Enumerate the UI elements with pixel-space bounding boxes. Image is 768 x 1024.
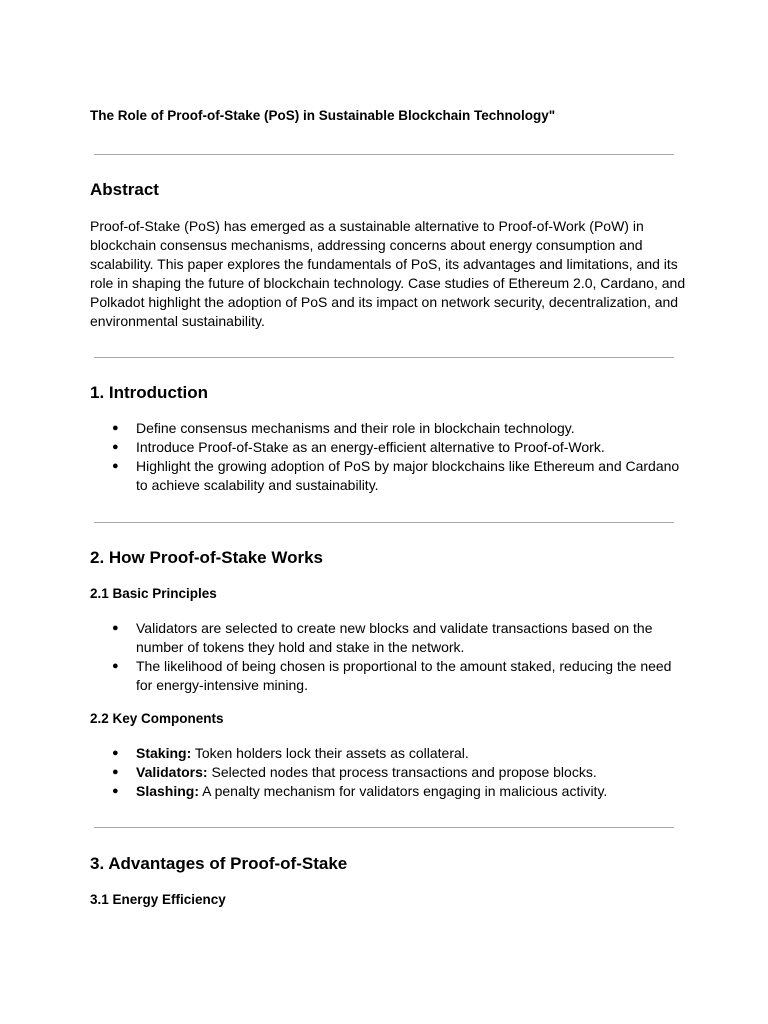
advantages-heading: 3. Advantages of Proof-of-Stake — [90, 854, 348, 873]
term-description: A penalty mechanism for validators engaging in malicious activity. — [199, 783, 608, 799]
introduction-heading: 1. Introduction — [90, 383, 209, 402]
list-item: ● Highlight the growing adoption of PoS by major blockchains like Ethereum and Cardano to achieve scalability and sustainability. — [90, 457, 680, 495]
how-pos-works-heading: 2. How Proof-of-Stake Works — [90, 548, 323, 567]
document-title: The Role of Proof-of-Stake (PoS) in Sustainable Blockchain Technology" — [90, 108, 556, 123]
energy-efficiency-heading: 3.1 Energy Efficiency — [90, 892, 226, 907]
term-description: Selected nodes that process transactions and propose blocks. — [207, 764, 597, 780]
term-label: Staking: — [136, 745, 192, 761]
list-item: ● The likelihood of being chosen is proportional to the amount staked, reducing the need for energy-intensive mining. — [90, 657, 680, 695]
term-label: Validators: — [136, 764, 208, 780]
abstract-text: Proof-of-Stake (PoS) has emerged as a sustainable alternative to Proof-of-Work (PoW) in blockchain consensus mechanisms, addressing concerns about energy consumption and scalability. This paper explores the fundamentals of PoS, its advantages and limitations, and its role in shaping the future of blockchain technology. Case studies of Ethereum 2.0, Cardano, and Polkadot highlight the adoption of PoS and its impact on network security, decentralization, and environmental sustainability. — [90, 218, 686, 329]
key-components-heading: 2.2 Key Components — [90, 711, 224, 726]
list-item: ● Validators are selected to create new blocks and validate transactions based on the number of tokens they hold and stake in the network. — [90, 619, 680, 657]
term-label: Slashing: — [136, 783, 200, 799]
list-item — [90, 763, 680, 782]
list-item — [90, 744, 680, 763]
basic-principles-heading: 2.1 Basic Principles — [90, 586, 217, 601]
section-divider — [94, 154, 674, 155]
list-item — [90, 782, 680, 801]
list-item: ● Define consensus mechanisms and their role in blockchain technology. — [90, 419, 680, 438]
section-divider — [94, 357, 674, 358]
section-divider — [94, 827, 674, 828]
section-divider — [94, 522, 674, 523]
key-components-list — [90, 744, 680, 801]
introduction-list — [90, 419, 680, 495]
list-item: ● Introduce Proof-of-Stake as an energy-efficient alternative to Proof-of-Work. — [90, 438, 680, 457]
term-description: Token holders lock their assets as collateral. — [191, 745, 469, 761]
abstract-heading: Abstract — [90, 180, 159, 199]
basic-principles-list — [90, 619, 680, 695]
